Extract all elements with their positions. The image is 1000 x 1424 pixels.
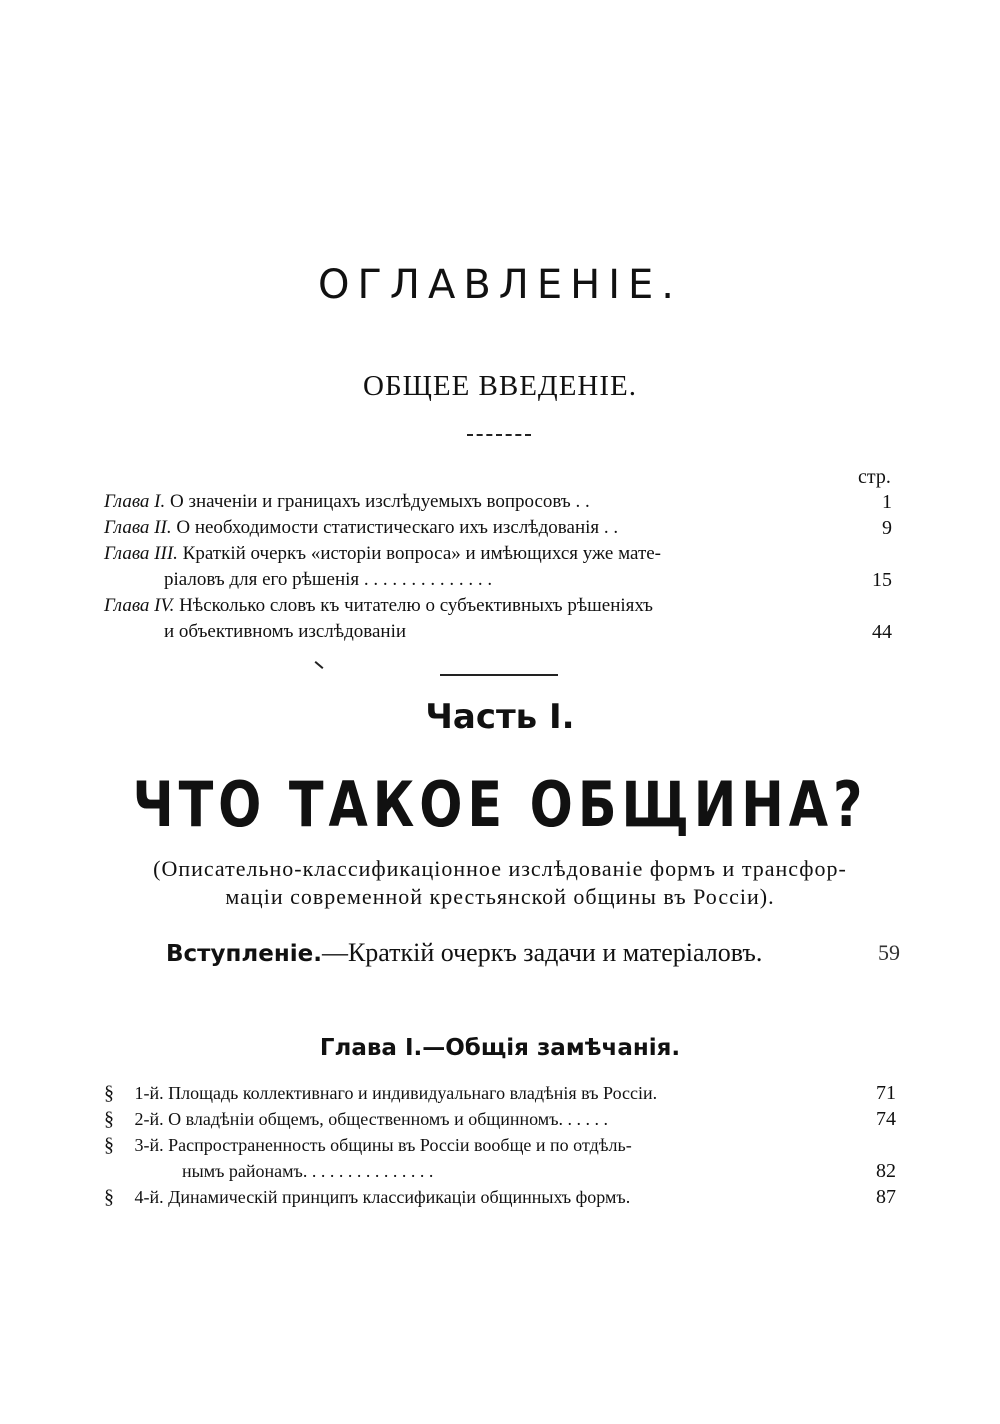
- toc-chapter-label: Глава III.: [104, 543, 178, 564]
- toc-chapter-label: Глава IV.: [104, 595, 175, 616]
- part-title: ЧТО ТАКОЕ ОБЩИНА?: [132, 768, 868, 841]
- intro-entry-lead: Вступленіе.: [166, 941, 322, 967]
- divider-short: [467, 434, 531, 436]
- toc-entry-chapter-3-continued: ріаловъ для его рѣшенія . . . . . . . . . . . . . .: [164, 569, 493, 590]
- chapter-heading: Глава I.—Общія замѣчанія.: [319, 1035, 681, 1061]
- section-sign: §: [104, 1108, 114, 1130]
- toc-page-number: 87: [876, 1186, 896, 1208]
- section-number: 4-й.: [134, 1187, 164, 1207]
- toc-section-4: [104, 1185, 630, 1209]
- intro-heading: ОБЩЕЕ ВВЕДЕНІЕ.: [363, 370, 637, 402]
- section-title: О владѣніи общемъ, общественномъ и общинномъ. . . . . .: [168, 1109, 608, 1129]
- section-number: 3-й.: [134, 1135, 164, 1155]
- toc-page-number: 15: [872, 569, 892, 591]
- toc-page-number: 9: [882, 517, 892, 539]
- divider-rule: [440, 674, 558, 676]
- toc-page-number: 59: [878, 940, 900, 965]
- intro-entry-text: —Краткій очеркъ задачи и матеріаловъ.: [321, 938, 763, 967]
- section-sign: §: [104, 1186, 114, 1208]
- part-subtitle-line-1: (Описательно-классификаціонное изслѣдованіе формъ и трансфор-: [153, 856, 847, 881]
- section-title: Распространенность общины въ Россіи вообще и по отдѣль-: [168, 1135, 632, 1155]
- toc-page-number: 71: [876, 1082, 896, 1104]
- section-title: Динамическій принципъ классификаціи общинныхъ формъ.: [168, 1187, 631, 1207]
- toc-chapter-label: Глава I.: [104, 491, 166, 512]
- toc-section-3-continued: нымъ районамъ. . . . . . . . . . . . . . .: [182, 1161, 434, 1181]
- toc-section-3: [104, 1133, 632, 1157]
- toc-chapter-title: О значеніи и границахъ изслѣдуемыхъ вопросовъ . .: [170, 491, 590, 512]
- toc-page-number: 74: [876, 1108, 896, 1130]
- toc-section-1: [104, 1081, 657, 1105]
- toc-chapter-label: Глава II.: [104, 517, 172, 538]
- section-sign: §: [104, 1134, 114, 1156]
- section-number: 2-й.: [134, 1109, 164, 1129]
- toc-chapter-title: Нѣсколько словъ къ читателю о субъективныхъ рѣшеніяхъ: [179, 595, 653, 616]
- toc-chapter-title: О необходимости статистическаго ихъ изслѣдованія . .: [176, 517, 619, 538]
- toc-chapter-title: Краткій очеркъ «исторіи вопроса» и имѣющихся уже мате-: [182, 543, 662, 564]
- toc-section-2: [104, 1107, 608, 1131]
- part-heading: Часть I.: [425, 697, 575, 737]
- page-title: ОГЛАВЛЕНІЕ.: [318, 262, 682, 308]
- toc-entry-chapter-1: [104, 490, 590, 514]
- toc-page-number: 1: [882, 491, 892, 513]
- part-subtitle-line-2: маціи современной крестьянской общины въ Россіи).: [225, 884, 775, 909]
- section-number: 1-й.: [134, 1083, 164, 1103]
- toc-entry-chapter-4: [104, 594, 653, 618]
- toc-page-number: 82: [876, 1160, 896, 1182]
- toc-page-number: 44: [872, 621, 892, 643]
- toc-entry-chapter-2: [104, 516, 618, 540]
- section-title: Площадь коллективнаго и индивидуальнаго владѣнія въ Россіи.: [168, 1083, 658, 1103]
- page-column-label: стр.: [858, 466, 891, 488]
- section-sign: §: [104, 1082, 114, 1104]
- toc-entry-introduction: [166, 938, 762, 968]
- ink-mark: [315, 661, 324, 669]
- toc-entry-chapter-4-continued: и объективномъ изслѣдованіи: [164, 621, 407, 642]
- toc-entry-chapter-3: [104, 542, 661, 566]
